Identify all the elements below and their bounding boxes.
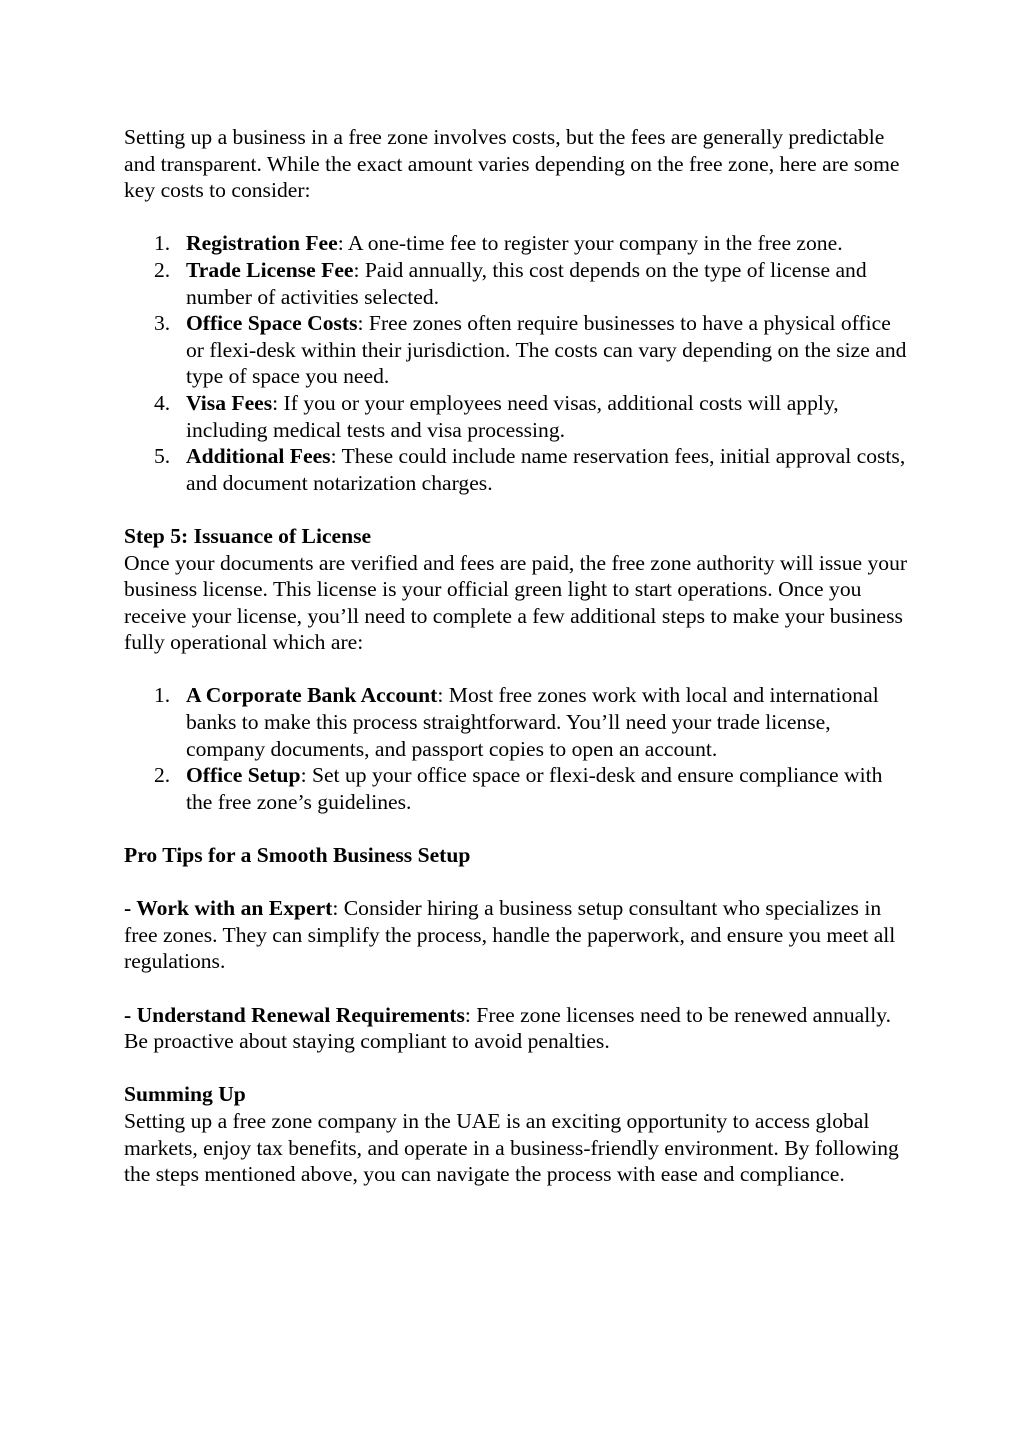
intro-paragraph: Setting up a business in a free zone involves costs, but the fees are generally predictable and transparent. While the exact amount varies depending on the free zone, here are some key costs to consider:: [124, 125, 900, 203]
steps-list: [124, 682, 914, 815]
list-item-text: : Most free zones work with local and international banks to make this process straightforward. You’ll need your trade license, company documents, and passport copies to open an account.: [186, 683, 879, 761]
tip-text: : Free zone licenses need to be renewed annually. Be proactive about staying compliant to avoid penalties.: [124, 1002, 892, 1054]
spacer: [124, 869, 914, 896]
list-item-term: Registration Fee: [186, 231, 338, 256]
list-item-term: A Corporate Bank Account: [186, 683, 438, 708]
list-number: 2.: [154, 257, 171, 282]
list-item-term: Office Setup: [186, 763, 301, 788]
list-item: [124, 682, 914, 762]
list-number: 2.: [154, 763, 171, 788]
list-item: [124, 762, 914, 815]
spacer: [124, 496, 914, 523]
tips-heading: Pro Tips for a Smooth Business Setup: [124, 843, 471, 868]
summary-paragraph: Setting up a free zone company in the UAE is an exciting opportunity to access global markets, enjoy tax benefits, and operate in a business-friendly environment. By following the steps mentioned above, you can navigate the process with ease and compliance.: [124, 1108, 899, 1187]
list-item-text: : These could include name reservation fees, initial approval costs, and document notarization charges.: [186, 444, 906, 495]
list-item: [124, 230, 914, 257]
list-item: [124, 443, 914, 496]
list-number: 4.: [154, 390, 171, 415]
list-item: [124, 257, 914, 310]
list-item-text: : If you or your employees need visas, additional costs will apply, including medical tests and visa processing.: [186, 390, 839, 442]
list-item-term: Additional Fees: [186, 444, 331, 469]
list-item: [124, 310, 914, 390]
tip-term: - Understand Renewal Requirements: [124, 1002, 465, 1027]
list-number: 1.: [154, 231, 171, 256]
spacer: [124, 975, 914, 1002]
spacer: [124, 204, 914, 231]
spacer: [124, 815, 914, 842]
section-heading: [124, 842, 914, 869]
costs-list: [124, 230, 914, 496]
step5-heading: Step 5: Issuance of License: [124, 523, 372, 548]
spacer: [124, 656, 914, 683]
list-number: 5.: [154, 444, 171, 469]
list-item-text: : Free zones often require businesses to have a physical office or flexi-desk within their jurisdiction. The costs can vary depending on the size and type of space you need.: [186, 311, 907, 389]
list-item-text: : Set up your office space or flexi-desk and ensure compliance with the free zone’s guidelines.: [186, 763, 883, 814]
list-item-text: : A one-time fee to register your company in the free zone.: [337, 231, 843, 256]
step5-paragraph: Once your documents are verified and fees are paid, the free zone authority will issue your business license. This license is your official green light to start operations. Once you receive your license, you’ll need to complete a few additional steps to make your business fully operational which are:: [124, 550, 908, 655]
list-item-term: Office Space Costs: [186, 311, 358, 336]
list-item-term: Visa Fees: [186, 390, 273, 415]
tip-term: - Work with an Expert: [124, 896, 333, 921]
tip-paragraph: [124, 1002, 914, 1055]
list-item-text: : Paid annually, this cost depends on the type of license and number of activities selected.: [186, 257, 867, 309]
document-page: [124, 124, 914, 1188]
list-item: [124, 390, 914, 443]
tip-text: : Consider hiring a business setup consultant who specializes in free zones. They can simplify the process, handle the paperwork, and ensure you meet all regulations.: [124, 896, 896, 974]
tip-paragraph: [124, 895, 914, 975]
list-item-term: Trade License Fee: [186, 257, 354, 282]
list-number: 3.: [154, 311, 171, 336]
summary-heading: Summing Up: [124, 1082, 246, 1107]
section-heading: [124, 523, 914, 550]
spacer: [124, 1055, 914, 1082]
section-heading: [124, 1081, 914, 1108]
list-number: 1.: [154, 683, 171, 708]
